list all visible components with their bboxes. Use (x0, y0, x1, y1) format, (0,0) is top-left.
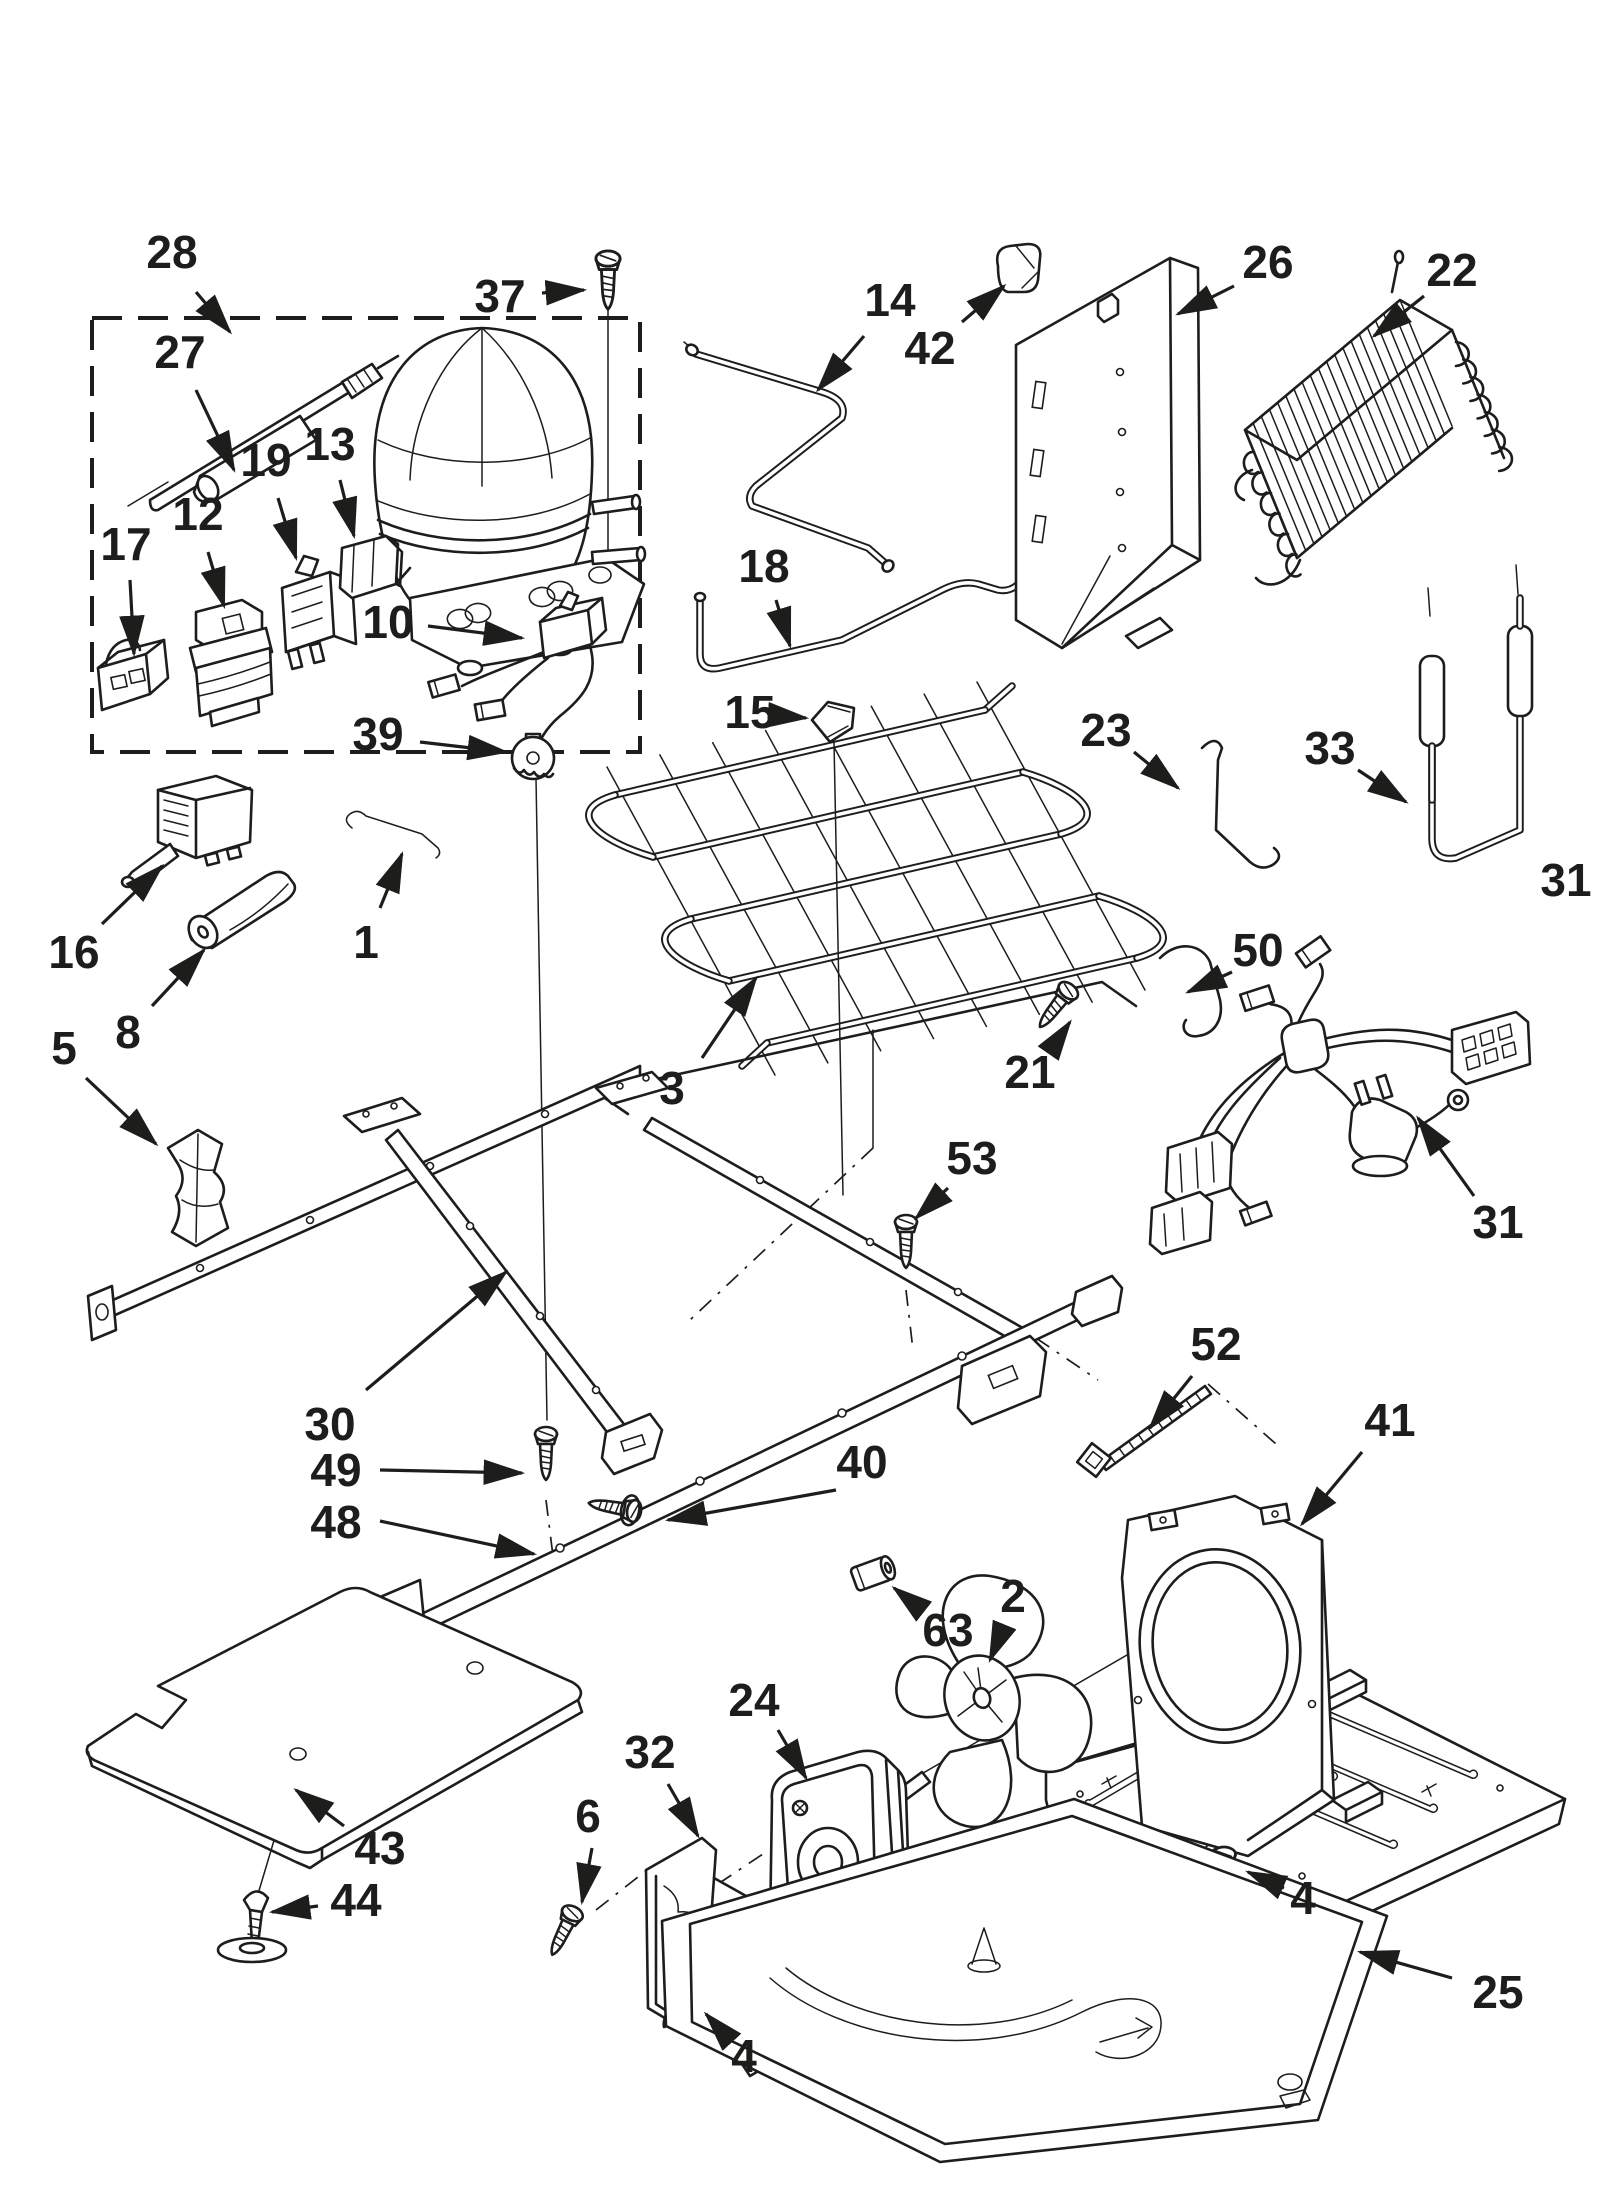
callout-5-number: 5 (51, 1022, 77, 1074)
callout-52-number: 52 (1190, 1318, 1242, 1370)
callout-32-number: 32 (624, 1726, 676, 1778)
callout-52-31 (1150, 1318, 1242, 1428)
callout-33-arrow (1358, 770, 1406, 802)
callout-3-21 (659, 978, 756, 1114)
callout-19-7 (240, 434, 296, 558)
callout-15-14 (724, 686, 806, 738)
callout-6-number: 6 (575, 1790, 601, 1842)
callout-16-17 (48, 866, 162, 978)
callout-50-number: 50 (1232, 924, 1284, 976)
callout-6-37 (575, 1790, 601, 1902)
callout-12-number: 12 (172, 488, 224, 540)
callout-27-2 (154, 326, 234, 470)
callout-5-arrow (86, 1078, 156, 1144)
callout-21-22 (1004, 1022, 1070, 1098)
callout-22-6 (1374, 244, 1478, 336)
evaporator-3 (589, 682, 1163, 1114)
callout-15-number: 15 (724, 686, 776, 738)
tube-clamp-23 (1202, 741, 1279, 868)
callout-1-arrow (380, 854, 402, 908)
callout-32-36 (624, 1726, 698, 1836)
callout-21-arrow (1052, 1022, 1070, 1048)
callout-31-arrow (1418, 1118, 1474, 1196)
callout-8-18 (115, 950, 204, 1058)
callout-23-15 (1080, 704, 1178, 788)
callout-37-arrow (542, 290, 584, 293)
callout-53-26 (916, 1132, 998, 1218)
callout-42-number: 42 (904, 322, 956, 374)
callout-18-number: 18 (738, 540, 790, 592)
callout-49-arrow (380, 1470, 522, 1473)
callout-12-9 (172, 488, 224, 606)
callout-44-arrow (272, 1906, 318, 1912)
callout-18-12 (738, 540, 790, 646)
callout-17-arrow (130, 580, 134, 654)
screw-21 (1031, 978, 1081, 1033)
callout-30-number: 30 (304, 1398, 356, 1450)
callout-22-number: 22 (1426, 244, 1478, 296)
callout-1-19 (353, 854, 402, 968)
screw-37 (596, 251, 620, 309)
callout-53-arrow (916, 1188, 948, 1218)
discharge-tube-14 (684, 342, 896, 574)
callout-31-24 (1540, 854, 1591, 906)
callout-37-number: 37 (474, 270, 526, 322)
callout-27-arrow (196, 390, 234, 470)
callout-24-number: 24 (728, 1674, 780, 1726)
cable-tie-52 (1077, 1386, 1211, 1477)
callout-17-10 (100, 518, 151, 654)
callout-25-number: 25 (1472, 1966, 1524, 2018)
callout-63-number: 63 (922, 1604, 974, 1656)
screw-6 (542, 1902, 585, 1959)
callout-39-number: 39 (352, 708, 404, 760)
callout-44-39 (272, 1874, 382, 1926)
start-relay-12 (190, 600, 272, 726)
callout-31-25 (1418, 1118, 1524, 1248)
callout-48-arrow (380, 1521, 534, 1554)
callout-19-arrow (278, 498, 296, 558)
callout-30-27 (304, 1272, 506, 1450)
callout-10-number: 10 (362, 596, 414, 648)
callout-24-35 (728, 1674, 806, 1778)
callout-23-number: 23 (1080, 704, 1132, 756)
clip-42 (997, 244, 1040, 292)
callout-21-number: 21 (1004, 1046, 1056, 1098)
callout-15-arrow (782, 716, 806, 718)
callout-43-number: 43 (354, 1822, 406, 1874)
overload-protector-39 (512, 734, 554, 779)
divider-panel-26 (1016, 258, 1200, 648)
callout-8-number: 8 (115, 1006, 141, 1058)
callout-27-number: 27 (154, 326, 206, 378)
callout-31-number: 31 (1472, 1196, 1524, 1248)
push-pin-44 (218, 1891, 286, 1962)
callout-13-number: 13 (304, 418, 356, 470)
bushing-63 (850, 1555, 898, 1592)
callout-8-arrow (152, 950, 204, 1006)
callout-13-8 (304, 418, 355, 536)
unit-cover-43 (87, 1588, 582, 1868)
callout-37-1 (474, 270, 584, 322)
callout-50-arrow (1188, 972, 1232, 992)
callout-1-number: 1 (353, 916, 379, 968)
callout-18-arrow (776, 600, 790, 646)
callout-14-3 (818, 274, 916, 390)
callout-50-23 (1188, 924, 1284, 992)
callout-49-number: 49 (310, 1444, 362, 1496)
callout-48-number: 48 (310, 1496, 362, 1548)
callout-42-4 (904, 286, 1004, 374)
callout-17-number: 17 (100, 518, 152, 570)
callout-30-arrow (366, 1272, 506, 1390)
wire-1 (346, 811, 439, 858)
screw-49 (535, 1427, 557, 1480)
callout-42-arrow (962, 286, 1004, 322)
callout-19-number: 19 (240, 434, 292, 486)
callout-49-28 (310, 1444, 522, 1496)
callout-31-number: 31 (1540, 854, 1592, 906)
callout-63-arrow (894, 1588, 922, 1610)
water-tube-33 (1420, 565, 1532, 859)
callout-4-number: 4 (731, 2030, 757, 2082)
callout-4-number: 4 (1290, 1872, 1316, 1924)
defrost-timer-16 (122, 776, 252, 888)
callout-23-arrow (1134, 752, 1178, 788)
evaporator-clip-15 (812, 702, 854, 1195)
callout-40-number: 40 (836, 1436, 888, 1488)
callout-12-arrow (208, 552, 224, 606)
callout-28-number: 28 (146, 226, 198, 278)
condenser-coil-22 (1236, 251, 1512, 584)
callout-44-number: 44 (330, 1874, 382, 1926)
drier-8 (183, 872, 295, 953)
callout-16-number: 16 (48, 926, 100, 978)
callout-48-29 (310, 1496, 534, 1554)
callout-14-number: 14 (864, 274, 916, 326)
unit-frame-30 (88, 1066, 1030, 1474)
callout-25-arrow (1360, 1952, 1452, 1978)
callout-53-number: 53 (946, 1132, 998, 1184)
callout-2-number: 2 (1000, 1570, 1026, 1622)
callout-33-16 (1304, 722, 1406, 802)
callout-41-arrow (1302, 1452, 1362, 1524)
callout-32-arrow (668, 1784, 698, 1836)
callout-25-42 (1360, 1952, 1524, 2018)
callout-33-number: 33 (1304, 722, 1356, 774)
callout-14-arrow (818, 336, 864, 390)
callout-41-32 (1302, 1394, 1416, 1524)
callout-26-number: 26 (1242, 236, 1294, 288)
callout-41-number: 41 (1364, 1394, 1416, 1446)
callout-6-arrow (582, 1848, 592, 1902)
clip-5 (168, 1130, 228, 1246)
callout-3-number: 3 (659, 1062, 685, 1114)
callout-13-arrow (340, 480, 354, 536)
